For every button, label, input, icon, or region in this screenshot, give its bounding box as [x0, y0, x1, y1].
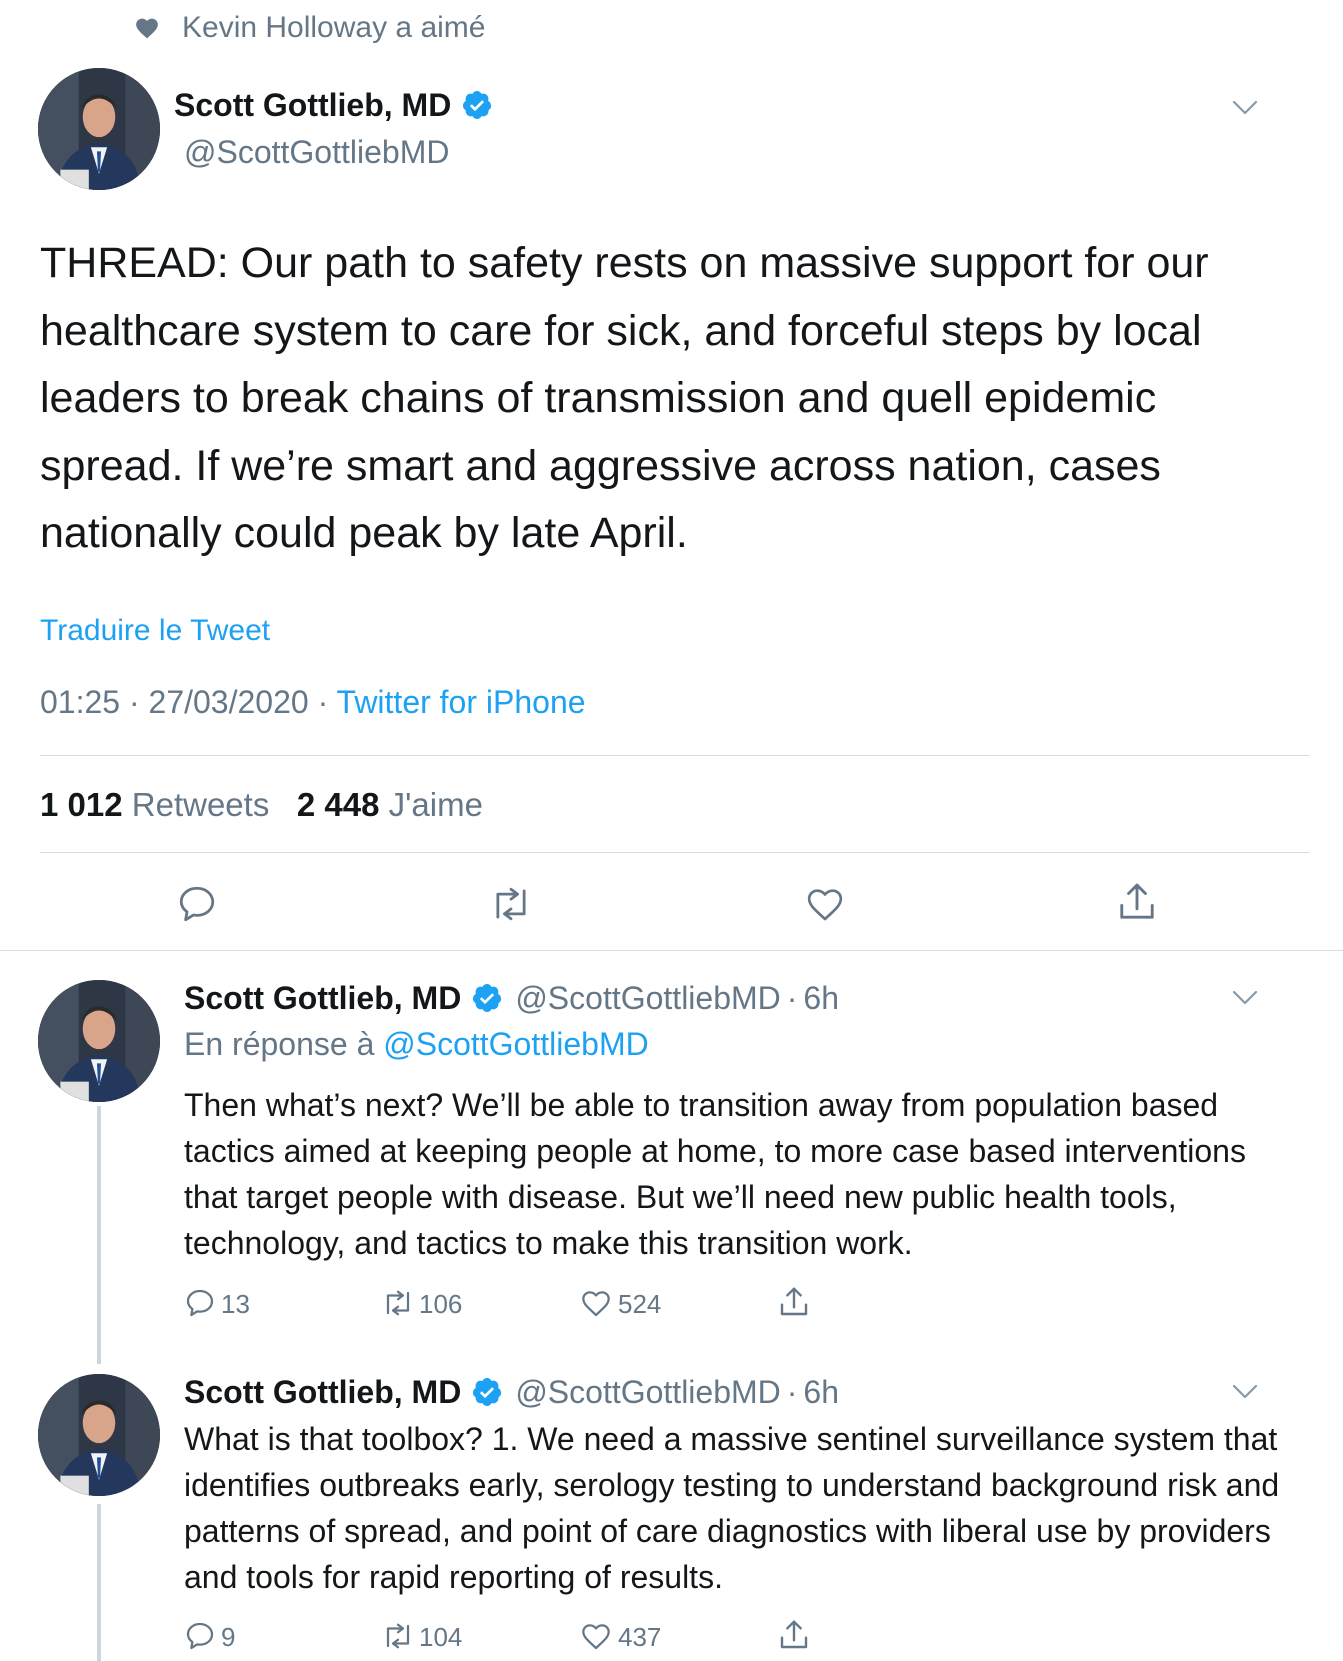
reply-text: Then what’s next? We’ll be able to transition away from population based tactics aimed at keeping people at home, to more case based interventions that target people with disease. But we’ll need new public health tools, technology, and tactics to make this transition work.: [184, 1087, 1246, 1261]
avatar-image: [38, 980, 160, 1102]
reply-avatar[interactable]: [38, 1374, 160, 1496]
likes-count: 2 448: [296, 786, 380, 823]
share-button[interactable]: [1116, 880, 1158, 924]
author-name[interactable]: Scott Gottlieb, MD: [174, 86, 452, 123]
reply-time[interactable]: 6h: [803, 979, 840, 1016]
tweet-menu-chevron-down-icon[interactable]: [1232, 100, 1258, 116]
retweet-icon: [380, 1621, 416, 1651]
reply-icon: [184, 1287, 216, 1319]
share-icon: [778, 1284, 810, 1320]
retweet-icon: [380, 1288, 416, 1318]
author-avatar[interactable]: [38, 68, 160, 190]
avatar-image: [38, 1374, 160, 1496]
tweet-source-link[interactable]: Twitter for iPhone: [336, 684, 586, 720]
like-button[interactable]: [804, 884, 846, 924]
thread-connector-line: [97, 1504, 101, 1661]
tweet-date: 27/03/2020: [148, 684, 309, 720]
like-count: 524: [618, 1289, 662, 1319]
reply-author-name[interactable]: Scott Gottlieb, MD: [184, 979, 462, 1016]
social-context-text: Kevin Holloway a aimé: [182, 11, 486, 44]
likes-label: J'aime: [388, 786, 483, 823]
tweet-text: THREAD: Our path to safety rests on massive support for our healthcare system to care for sick, and forceful steps by local leaders to break chains of transmission and quell epidemic spread. If we’re smart and aggressive across nation, cases nationally could peak by late April.: [40, 239, 1209, 557]
retweets-stat[interactable]: [40, 786, 269, 823]
heart-outline-icon: [580, 1620, 612, 1652]
retweets-label: Retweets: [131, 786, 270, 823]
like-button[interactable]: [580, 1620, 612, 1652]
reply-author-handle[interactable]: @ScottGottliebMD: [515, 1373, 781, 1410]
verified-badge-icon: [461, 89, 493, 121]
reply-count: 13: [221, 1289, 250, 1319]
share-button[interactable]: [778, 1284, 810, 1320]
meta-separator: ·: [128, 684, 140, 720]
heart-outline-icon: [580, 1287, 612, 1319]
translate-tweet-link[interactable]: Traduire le Tweet: [40, 614, 271, 647]
tweet-stats: [40, 786, 483, 824]
reply-count: 9: [221, 1622, 236, 1652]
reply-button[interactable]: [184, 1287, 216, 1319]
retweet-count: 104: [419, 1622, 463, 1652]
reply-button[interactable]: [176, 883, 218, 925]
tweet-meta: [40, 684, 586, 721]
thread-connector-line: [97, 1106, 101, 1364]
retweet-button[interactable]: [380, 1621, 416, 1651]
verified-badge-icon: [471, 1376, 503, 1408]
divider: [40, 755, 1310, 756]
reply-to-handle-link[interactable]: @ScottGottliebMD: [383, 1026, 649, 1062]
heart-icon: [134, 15, 160, 41]
divider: [40, 852, 1310, 853]
share-icon: [778, 1617, 810, 1653]
reply-author-name[interactable]: Scott Gottlieb, MD: [184, 1373, 462, 1410]
verified-badge-icon: [471, 982, 503, 1014]
reply-icon: [176, 883, 218, 925]
reply-time[interactable]: 6h: [803, 1373, 840, 1410]
retweet-button[interactable]: [380, 1288, 416, 1318]
divider: [0, 950, 1343, 951]
retweet-button[interactable]: [488, 884, 534, 924]
reply-author-handle[interactable]: @ScottGottliebMD: [515, 979, 781, 1016]
reply-to-label: En réponse à: [184, 1026, 375, 1062]
retweets-count: 1 012: [40, 786, 123, 823]
reply-avatar[interactable]: [38, 980, 160, 1102]
tweet-time: 01:25: [40, 684, 121, 720]
reply-separator: ·: [786, 1373, 798, 1410]
reply-header: [184, 1370, 839, 1414]
retweet-icon: [488, 884, 534, 924]
author-handle[interactable]: @ScottGottliebMD: [184, 134, 450, 170]
like-count: 437: [618, 1622, 662, 1652]
reply-header: [184, 976, 839, 1020]
social-context[interactable]: [134, 6, 485, 50]
likes-stat[interactable]: [297, 786, 483, 823]
share-icon: [1116, 880, 1158, 924]
reply-menu-chevron-down-icon[interactable]: [1232, 1384, 1258, 1400]
meta-separator: ·: [317, 684, 329, 720]
reply-separator: ·: [786, 979, 798, 1016]
reply-text: What is that toolbox? 1. We need a massive sentinel surveillance system that identifies outbreaks early, serology testing to understand background risk and patterns of spread, and point of care diagnostics with liberal use by providers and tools for rapid reporting of results.: [184, 1421, 1280, 1595]
share-button[interactable]: [778, 1617, 810, 1653]
reply-to-context: [184, 1026, 649, 1063]
avatar-image: [38, 68, 160, 190]
reply-menu-chevron-down-icon[interactable]: [1232, 990, 1258, 1006]
retweet-count: 106: [419, 1289, 463, 1319]
heart-outline-icon: [804, 884, 846, 924]
author-name-row[interactable]: [174, 84, 493, 126]
reply-icon: [184, 1620, 216, 1652]
like-button[interactable]: [580, 1287, 612, 1319]
reply-button[interactable]: [184, 1620, 216, 1652]
